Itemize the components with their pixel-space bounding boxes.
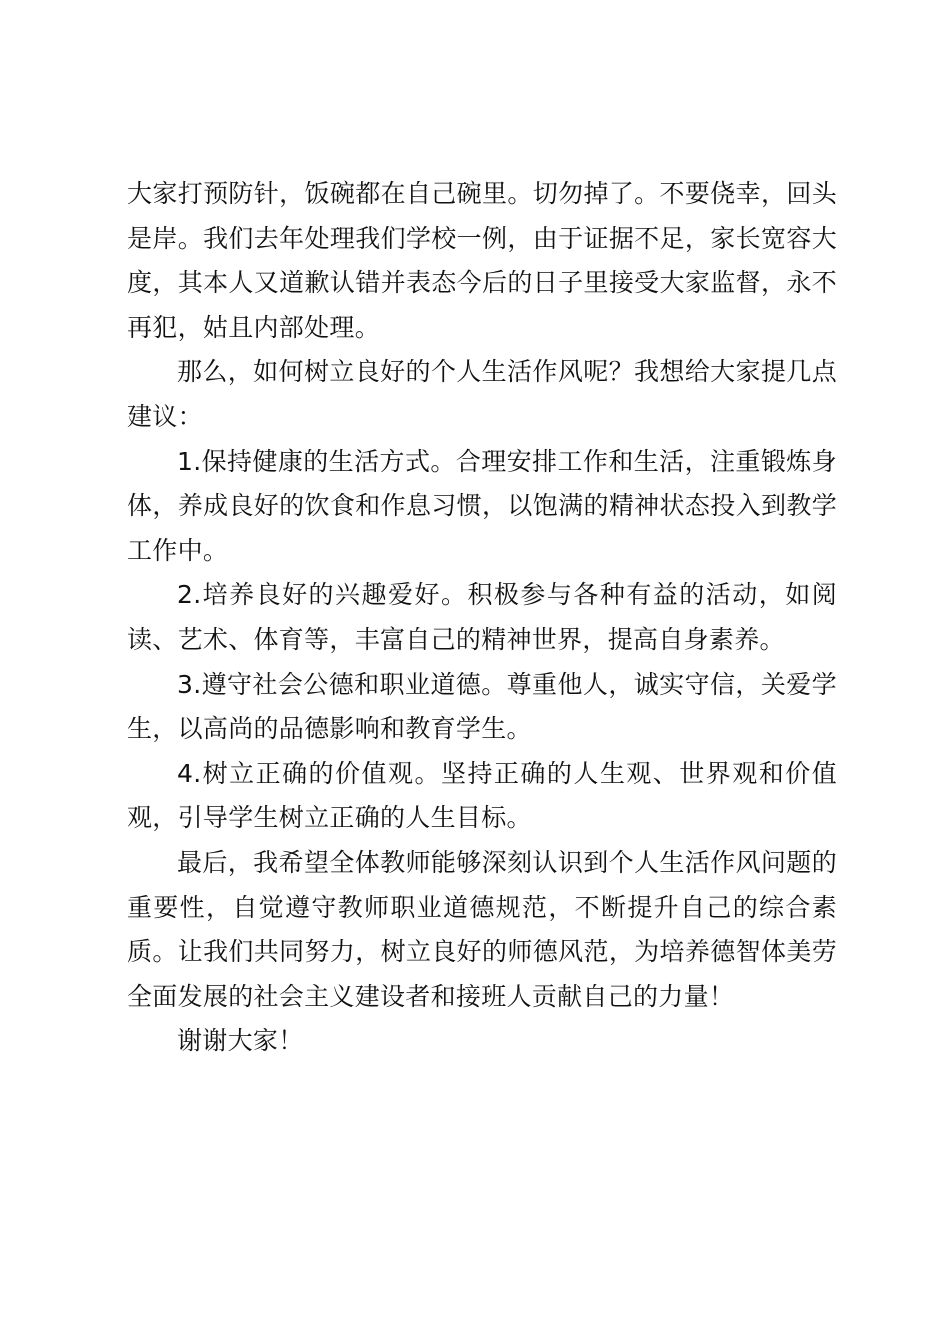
paragraph-intro-suggestions: 那么，如何树立良好的个人生活作风呢？我想给大家提几点建议： — [127, 357, 837, 431]
paragraph-continuation: 大家打预防针，饭碗都在自己碗里。切勿掉了。不要侥幸，回头是岸。我们去年处理我们学校一例，由于证据不足，家长宽容大度，其本人又道歉认错并表态今后的日子里接受大家监督，永不再犯，姑且内部处理。 — [127, 179, 837, 342]
paragraph-suggestion-1: 1.保持健康的生活方式。合理安排工作和生活，注重锻炼身体，养成良好的饮食和作息习惯，以饱满的精神状态投入到教学工作中。 — [127, 446, 837, 565]
document-body — [127, 172, 837, 1064]
paragraph-suggestion-3: 3.遵守社会公德和职业道德。尊重他人，诚实守信，关爱学生，以高尚的品德影响和教育学生。 — [127, 669, 837, 744]
paragraph-suggestion-2: 2.培养良好的兴趣爱好。积极参与各种有益的活动，如阅读、艺术、体育等，丰富自己的精神世界，提高自身素养。 — [127, 580, 837, 654]
paragraph-conclusion: 最后，我希望全体教师能够深刻认识到个人生活作风问题的重要性，自觉遵守教师职业道德规范，不断提升自己的综合素质。让我们共同努力，树立良好的师德风范，为培养德智体美劳全面发展的社会主义建设者和接班人贡献自己的力量！ — [127, 847, 837, 1011]
paragraph-suggestion-4: 4.树立正确的价值观。坚持正确的人生观、世界观和价值观，引导学生树立正确的人生目标。 — [127, 758, 837, 833]
paragraph-thanks: 谢谢大家！ — [177, 1026, 304, 1056]
